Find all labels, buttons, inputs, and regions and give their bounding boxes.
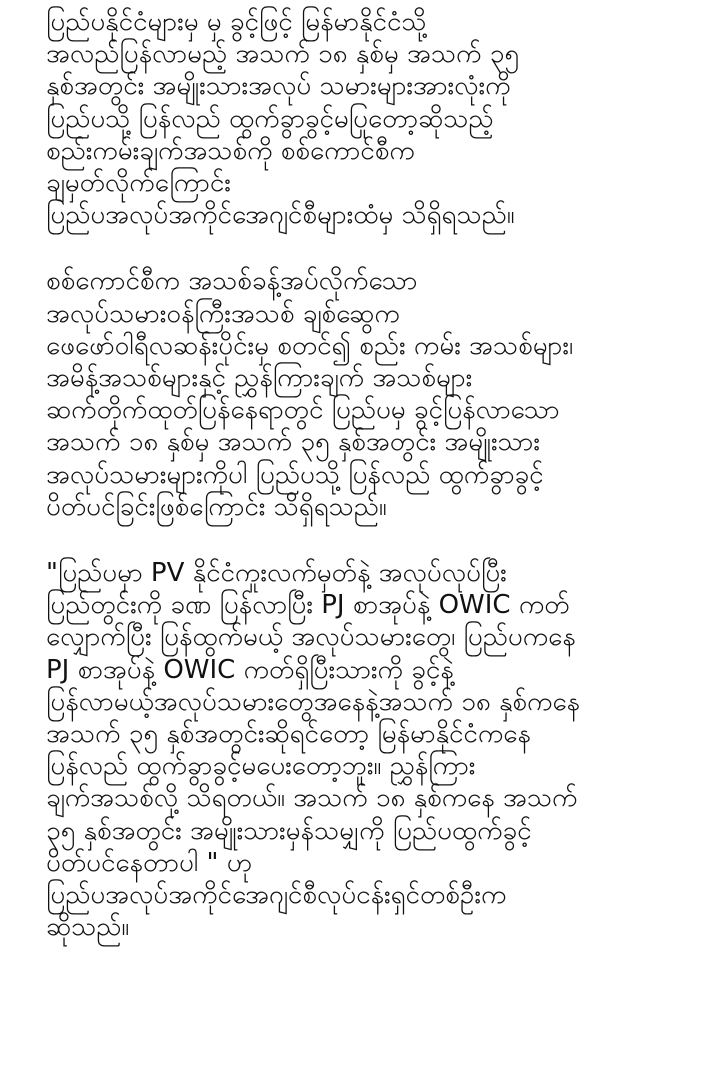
paragraph-spacer xyxy=(46,231,696,265)
text-line: ဖေဖော်ဝါရီလဆန်းပိုင်းမှ စတင်၍ စည်း ကမ်း အသစ်များ၊ xyxy=(46,330,574,361)
text-line: အမိန့်အသစ်များနှင့် ညွှန်ကြားချက် အသစ်များ xyxy=(46,363,473,394)
text-line: ပြန်လည် ထွက်ခွာခွင့်မပေးတော့ဘူး။ ညွှန်ကြား xyxy=(46,751,476,782)
text-line: ချမှတ်လိုက်ကြောင်း xyxy=(46,168,231,199)
text-line: ဆက်တိုက်ထုတ်ပြန်နေရာတွင် ပြည်ပမှ ခွင့်ပြန်လာသော xyxy=(46,395,560,426)
text-line: စည်းကမ်းချက်အသစ်ကို စစ်ကောင်စီက xyxy=(46,135,415,166)
paragraph-spacer xyxy=(46,523,696,557)
text-line: ချက်အသစ်လို့ သိရတယ်။ အသက် ၁၈ နှစ်ကနေ အသက် xyxy=(46,783,578,814)
text-line: PJ စာအုပ်နဲ့ OWIC ကတ်ရှိပြီးသားကို ခွင့်နဲ့ xyxy=(46,654,454,685)
text-line: အလုပ်သမားဝန်ကြီးအသစ် ချစ်ဆွေက xyxy=(46,298,400,329)
text-line: စစ်ကောင်စီက အသစ်ခန့်အပ်လိုက်သော xyxy=(46,266,418,297)
text-line: နှစ်အတွင်း အမျိုးသားအလုပ် သမားများအားလုံးကို xyxy=(46,71,511,102)
text-line: အလည်ပြန်လာမည့် အသက် ၁၈ နှစ်မှ အသက် ၃၅ xyxy=(46,39,519,70)
text-line: အသက် ၁၈ နှစ်မှ အသက် ၃၅ နှစ်အတွင်း အမျိုးသား xyxy=(46,427,540,458)
text-line: ၃၅ နှစ်အတွင်း အမျိုးသားမှန်သမျှကို ပြည်ပထွက်ခွင့် xyxy=(46,815,532,846)
text-line: "ပြည်ပမှာ PV နိုင်ငံကူးလက်မှတ်နဲ့ အလုပ်လုပ်ပြီး xyxy=(46,558,507,589)
text-line: ပြည်ပသို့ ပြန်လည် ထွက်ခွာခွင့်မပြုတော့ဆိုသည့် xyxy=(46,103,494,134)
text-line: ပိတ်ပင်ခြင်းဖြစ်ကြောင်း သိရှိရသည်။ xyxy=(46,491,387,522)
paragraph-1 xyxy=(46,6,696,231)
text-line: ပြည်ပအလုပ်အကိုင်အေဂျင်စီလုပ်ငန်းရှင်တစ်ဦးက xyxy=(46,880,507,911)
text-line: လျှောက်ပြီး ပြန်ထွက်မယ့် အလုပ်သမားတွေ၊ ပြည်ပကနေ xyxy=(46,622,576,653)
text-line: အလုပ်သမားများကိုပါ ပြည်ပသို့ ပြန်လည် ထွက်ခွာခွင့် xyxy=(46,459,544,490)
text-line: ပိတ်ပင်နေတာပါ " ဟု xyxy=(46,847,253,878)
text-line: ပြန်လာမယ့်အလုပ်သမားတွေအနေနဲ့အသက် ၁၈ နှစ်ကနေ xyxy=(46,686,581,717)
paragraph-3-quote xyxy=(46,557,696,943)
text-line: ပြည်ပအလုပ်အကိုင်အေဂျင်စီများထံမှ သိရှိရသည်။ xyxy=(46,200,515,231)
text-line: အသက် ၃၅ နှစ်အတွင်းဆိုရင်တော့ မြန်မာနိုင်ငံကနေ xyxy=(46,719,531,750)
article-body xyxy=(46,6,696,943)
text-line: ဆိုသည်။ xyxy=(46,912,130,943)
text-line: ပြည်ပနိုင်ငံများမှ မှ ခွင့်ဖြင့် မြန်မာနိုင်ငံသို့ xyxy=(46,7,427,37)
paragraph-2 xyxy=(46,265,696,523)
text-line: ပြည်တွင်းကို ခဏ ပြန်လာပြီး PJ စာအုပ်နဲ့ OWIC ကတ် xyxy=(46,590,570,621)
